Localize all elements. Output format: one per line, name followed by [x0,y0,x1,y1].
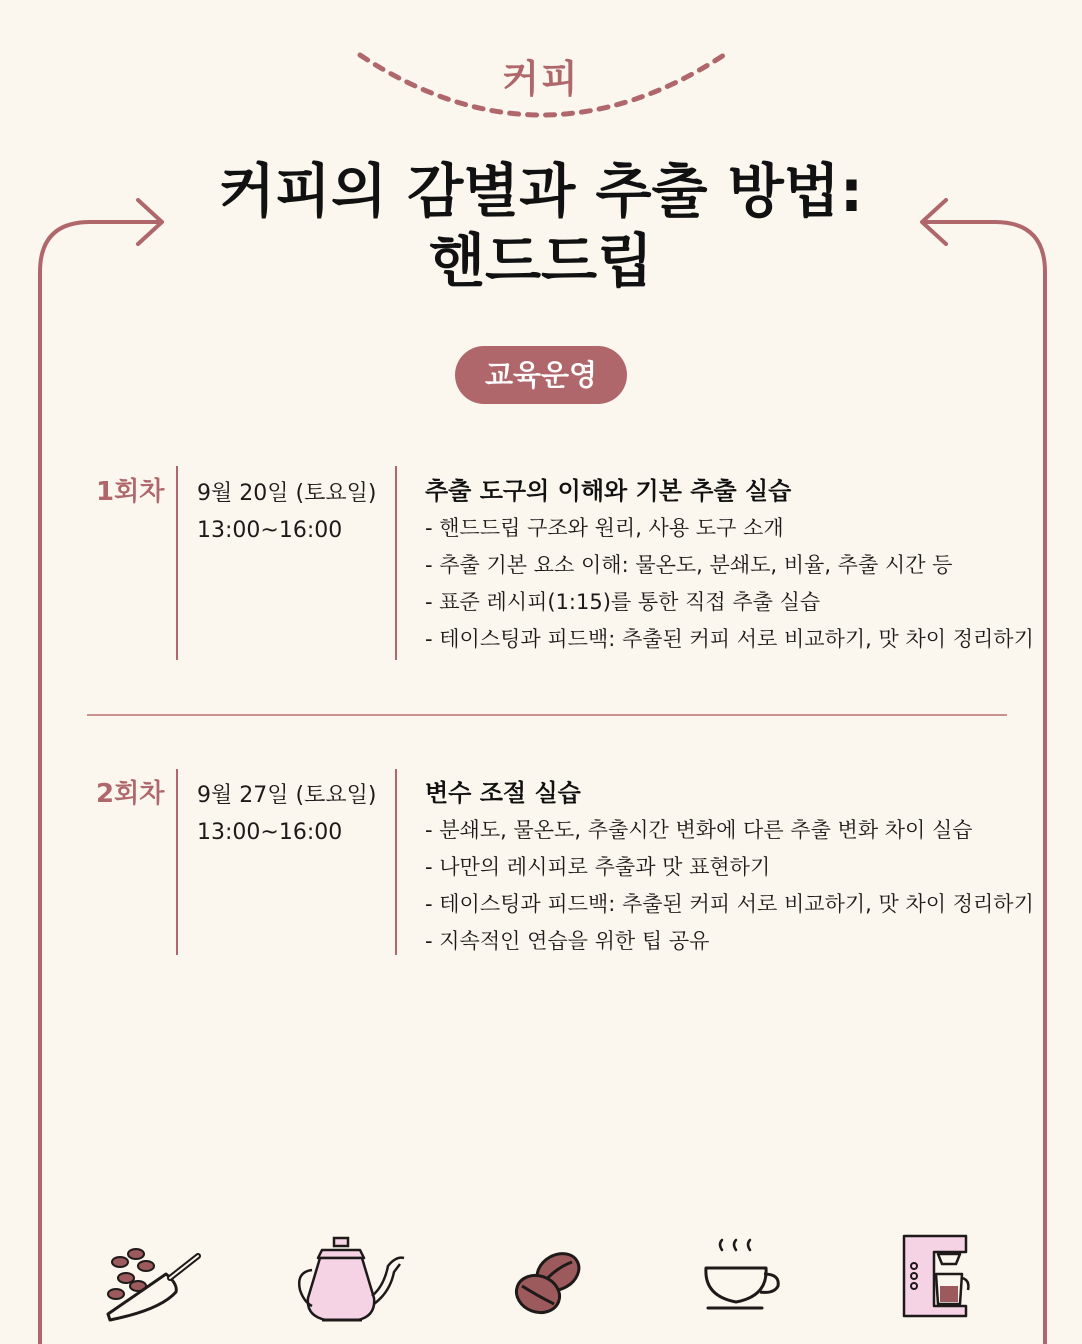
page-title [0,156,1082,296]
session-2 [0,773,1082,955]
session-divider-right [395,466,397,660]
session-time: 13:00~16:00 [197,820,343,845]
session-schedule [197,475,376,549]
session-topic: 변수 조절 실습 [425,779,581,807]
list-item: - 테이스팅과 피드백: 추출된 커피 서로 비교하기, 맛 차이 정리하기 [425,886,1034,923]
session-time: 13:00~16:00 [197,518,343,543]
title-line-1: 커피의 감별과 추출 방법: [218,157,864,225]
coffee-scoop-icon [100,1228,206,1324]
session-1 [0,471,1082,663]
list-item: - 분쇄도, 물온도, 추출시간 변화에 다른 추출 변화 차이 실습 [425,812,1034,849]
session-divider-right [395,769,397,955]
coffee-beans-icon [508,1246,590,1320]
session-date: 9월 20일 (토요일) [197,481,377,506]
session-items [425,510,1034,658]
section-divider [87,714,1007,716]
session-items [425,812,1034,960]
coffee-cup-icon [700,1236,786,1316]
session-divider-left [176,466,178,660]
coffee-machine-icon [900,1232,976,1322]
session-topic: 추출 도구의 이해와 기본 추출 실습 [425,477,792,505]
list-item: - 표준 레시피(1:15)를 통한 직접 추출 실습 [425,584,1034,621]
session-schedule [197,777,376,851]
list-item: - 지속적인 연습을 위한 팁 공유 [425,923,1034,960]
title-line-2: 핸드드립 [428,227,654,295]
list-item: - 테이스팅과 피드백: 추출된 커피 서로 비교하기, 맛 차이 정리하기 [425,621,1034,658]
list-item: - 나만의 레시피로 추출과 맛 표현하기 [425,849,1034,886]
list-item: - 추출 기본 요소 이해: 물온도, 분쇄도, 비율, 추출 시간 등 [425,547,1034,584]
operation-badge: 교육운영 [455,346,627,404]
session-label: 1회차 [96,477,165,507]
session-divider-left [176,769,178,955]
category-label: 커피 [502,57,580,101]
kettle-icon [292,1236,408,1334]
list-item: - 핸드드립 구조와 원리, 사용 도구 소개 [425,510,1034,547]
session-label: 2회차 [96,779,165,809]
session-date: 9월 27일 (토요일) [197,783,377,808]
